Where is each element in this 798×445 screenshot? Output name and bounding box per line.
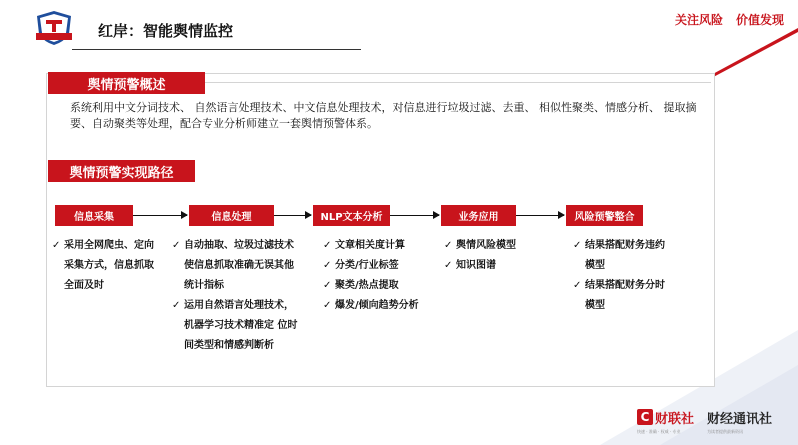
check-icon: ✓ xyxy=(323,260,332,271)
processing-bullets xyxy=(172,236,300,356)
list-item: ✓ 采用全网爬虫、定向 采集方式，信息抓取 全面及时 xyxy=(52,236,156,296)
stage-nlp-analysis: NLP文本分析 xyxy=(313,205,390,226)
risk-bullets xyxy=(573,236,673,316)
check-icon: ✓ xyxy=(573,240,582,251)
check-icon: ✓ xyxy=(323,300,332,311)
arrow-icon xyxy=(274,215,311,216)
brand-subtext: 快速 · 准确 · 权威 · 专业 xyxy=(637,429,681,434)
brand-name: 财联社 xyxy=(655,412,695,427)
list-item: ✓ 知识图谱 xyxy=(444,256,544,276)
check-icon: ✓ xyxy=(444,240,453,251)
check-icon: ✓ xyxy=(172,300,181,311)
check-icon: ✓ xyxy=(52,240,61,251)
page-title: 红岸：智能舆情监控 xyxy=(98,22,234,40)
list-item: ✓ 结果搭配财务违约模型 xyxy=(573,236,673,276)
check-icon: ✓ xyxy=(172,240,181,251)
list-item: ✓ 聚类/热点提取 xyxy=(323,276,423,296)
nlp-bullets xyxy=(323,236,423,316)
list-item: ✓ 运用自然语言处理技术，机器学习技术精准定 位时间类型和情感判断析 xyxy=(172,296,300,356)
stage-collection: 信息采集 xyxy=(55,205,133,226)
list-item: ✓ 舆情风险模型 xyxy=(444,236,544,256)
check-icon: ✓ xyxy=(323,280,332,291)
brand-tagline: 财经通讯社 xyxy=(707,412,773,427)
check-icon: ✓ xyxy=(573,280,582,291)
list-item: ✓ 结果搭配财务分时模型 xyxy=(573,276,673,316)
arrow-icon xyxy=(390,215,439,216)
stage-business-application: 业务应用 xyxy=(441,205,516,226)
path-heading: 舆情预警实现路径 xyxy=(48,160,195,182)
slogan xyxy=(675,11,797,28)
check-icon: ✓ xyxy=(444,260,453,271)
business-bullets xyxy=(444,236,544,276)
arrow-icon xyxy=(133,215,187,216)
brand-subtext: 为读者提供最新资讯 xyxy=(707,429,743,434)
cls-logo-icon: C xyxy=(637,409,653,425)
list-item: ✓ 自动抽取、垃圾过滤技术使信息抓取准确无误其他统计指标 xyxy=(172,236,300,296)
arrow-icon xyxy=(516,215,564,216)
title-underline xyxy=(72,49,361,50)
list-item: ✓ 分类/行业标签 xyxy=(323,256,423,276)
stage-processing: 信息处理 xyxy=(189,205,274,226)
check-icon: ✓ xyxy=(323,240,332,251)
overview-heading: 舆情预警概述 xyxy=(48,72,205,94)
stage-risk-warning: 风险预警整合 xyxy=(566,205,643,226)
slogan-risk: 关注风险 xyxy=(675,13,724,27)
slogan-value: 价值发现 xyxy=(736,13,785,27)
overview-divider xyxy=(205,82,711,83)
collection-bullets xyxy=(52,236,156,296)
list-item: ✓ 爆发/倾向趋势分析 xyxy=(323,296,423,316)
list-item: ✓ 文章相关度计算 xyxy=(323,236,423,256)
overview-text: 系统利用中文分词技术、 自然语言处理技术、中文信息处理技术，对信息进行垃圾过滤、去重、 相似性聚类、情感分析、 提取摘要、自动聚类等处理，配合专业分析师建立一套舆情预警体系。 xyxy=(70,101,697,130)
hongan-logo xyxy=(34,10,74,46)
